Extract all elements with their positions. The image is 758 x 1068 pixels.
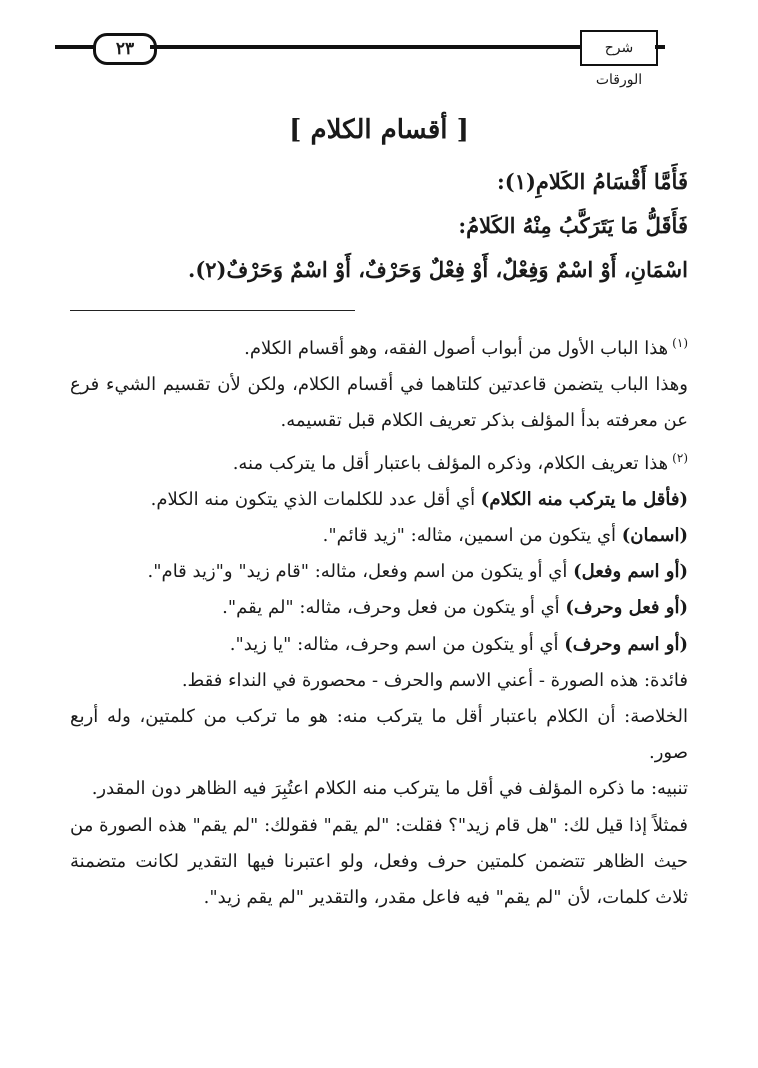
footnote-separator [70, 310, 355, 311]
definition-line [70, 554, 688, 590]
footnote-marker: (٢) [672, 450, 688, 465]
header-rule-middle [150, 45, 583, 49]
footnote-text: هذا الباب الأول من أبواب أصول الفقه، وهو أقسام الكلام. [244, 338, 669, 359]
commentary: أي أو يتكون من فعل وحرف، مثاله: "لم يقم". [222, 597, 566, 619]
matn-line: فَأَقَلُّ مَا يَتَرَكَّبُ مِنْهُ الكَلامُ: [458, 213, 688, 238]
header-rule-left [55, 45, 95, 49]
footnote-2 [70, 440, 688, 482]
running-title: شرح الورقات [580, 30, 658, 66]
page-header [55, 30, 665, 88]
footnote-text: هذا تعريف الكلام، وذكره المؤلف باعتبار أقل ما يتركب منه. [232, 452, 669, 474]
page-number: ٢٣ [93, 33, 157, 65]
commentary: أي أقل عدد للكلمات الذي يتكون منه الكلام. [150, 488, 481, 510]
definition-line [70, 482, 688, 518]
quoted-matn: (أو اسم وفعل) [573, 561, 688, 583]
summary-note: الخلاصة: أن الكلام باعتبار أقل ما يتركب منه: هو ما تركب من كلمتين، وله أربع صور. [70, 706, 688, 764]
caution-note: تنبيه: ما ذكره المؤلف في أقل ما يتركب منه الكلام اعتُبِرَ فيه الظاهر دون المقدر. [91, 778, 688, 800]
benefit-note: فائدة: هذه الصورة - أعني الاسم والحرف - محصورة في النداء فقط. [181, 669, 688, 691]
quoted-matn: (أو اسم وحرف) [564, 633, 688, 655]
commentary: أي أو يتكون من اسم وحرف، مثاله: "يا زيد". [229, 633, 565, 655]
header-rule-right [655, 45, 665, 49]
quoted-matn: (أو فعل وحرف) [565, 597, 688, 619]
definition-line [70, 518, 688, 554]
definition-line [70, 590, 688, 626]
quoted-matn: (اسمان) [621, 525, 688, 547]
definition-line [70, 627, 688, 663]
matn-line: فَأَمَّا أَقْسَامُ الكَلامِ(١): [497, 169, 688, 194]
example-paragraph: فمثلاً إذا قيل لك: "هل قام زيد"؟ فقلت: "لم يقم" فقولك: "لم يقم" هذه الصورة من حيث الظاهر تتضمن كلمتين حرف وفعل، ولو اعتبرنا فيها التقدير لكانت متضمنة ثلاث كلمات، لأن "لم يقم" فيه فاعل مقدر، والتقدير "لم يقم زيد". [70, 814, 688, 909]
paragraph: وهذا الباب يتضمن قاعدتين كلتاهما في أقسام الكلام، ولكن لأن تقسيم الشيء فرع عن معرفته بدأ المؤلف بذكر تعريف الكلام قبل تقسيمه. [70, 374, 688, 432]
section-title: [ أقسام الكلام ] [289, 115, 469, 145]
matn-line: اسْمَانِ، أَوْ اسْمٌ وَفِعْلٌ، أَوْ فِعْلٌ وَحَرْفٌ، أَوْ اسْمٌ وَحَرْفٌ(٢). [188, 257, 688, 282]
page-body [70, 108, 688, 916]
footnote-marker: (١) [672, 336, 688, 350]
commentary: أي أو يتكون من اسم وفعل، مثاله: "قام زيد" و"زيد قام". [147, 561, 574, 583]
footnote-1 [70, 325, 688, 367]
quoted-matn: (فأقل ما يتركب منه الكلام) [480, 488, 688, 510]
commentary: أي يتكون من اسمين، مثاله: "زيد قائم". [322, 525, 622, 547]
